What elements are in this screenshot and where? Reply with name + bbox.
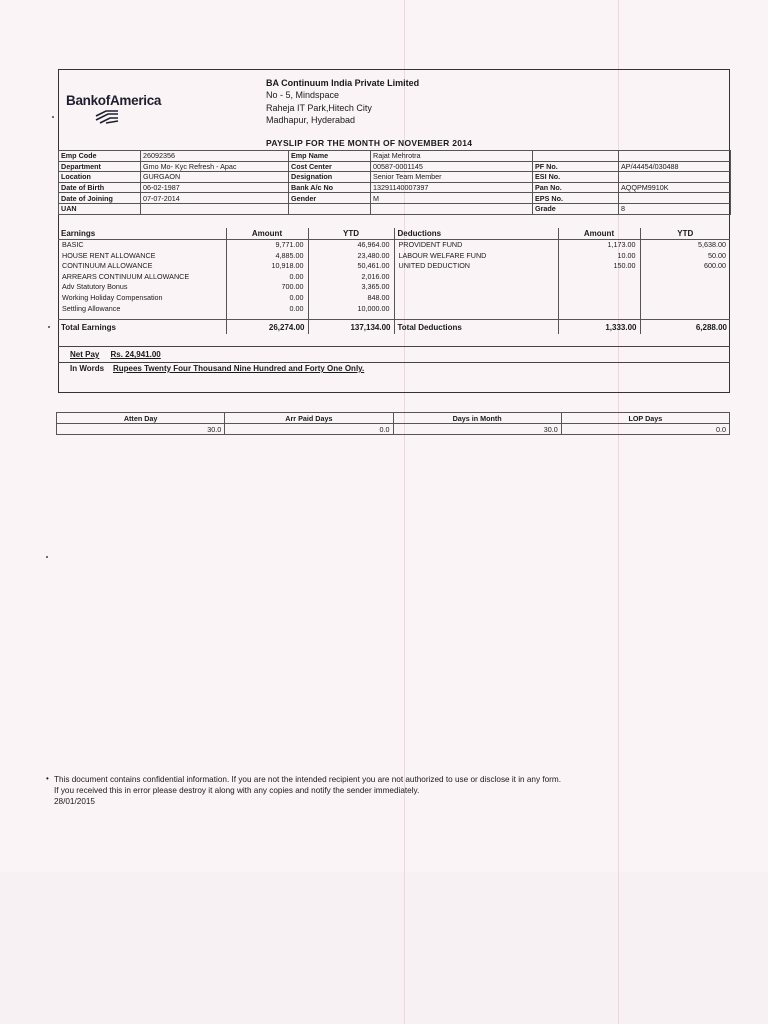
earnings-deductions-table bbox=[58, 228, 730, 334]
info-label: Department bbox=[59, 161, 141, 172]
deduction-ytd-value: 5,638.00 bbox=[698, 240, 726, 249]
employee-info-row bbox=[59, 193, 731, 204]
deduction-amount: 150.00 bbox=[613, 261, 636, 271]
attendance-value-row bbox=[57, 424, 730, 435]
info-label: Emp Name bbox=[289, 151, 371, 162]
deduction-item: UNITED DEDUCTION bbox=[398, 261, 470, 271]
earning-amounts bbox=[226, 240, 308, 320]
info-value: GURGAON bbox=[141, 172, 289, 183]
employee-info-row bbox=[59, 151, 731, 162]
deduction-ytd-value: 600.00 bbox=[704, 261, 726, 271]
earning-amount: 9,771.00 bbox=[275, 240, 304, 249]
info-label: PF No. bbox=[533, 161, 619, 172]
scan-speck bbox=[52, 116, 54, 118]
info-value bbox=[619, 151, 731, 162]
document-date: 28/01/2015 bbox=[54, 797, 95, 806]
total-deductions-ytd: 6,288.00 bbox=[640, 320, 730, 335]
in-words-label: In Words bbox=[70, 364, 105, 373]
earning-amount: 4,885.00 bbox=[275, 250, 304, 260]
info-value: 06-02-1987 bbox=[141, 182, 289, 193]
deduction-items bbox=[394, 240, 558, 320]
column-header: Amount bbox=[558, 228, 640, 240]
employee-info-table bbox=[58, 150, 731, 215]
total-earnings-amount: 26,274.00 bbox=[226, 320, 308, 335]
info-label: Pan No. bbox=[533, 182, 619, 193]
payslip-title: PAYSLIP FOR THE MONTH OF NOVEMBER 2014 bbox=[266, 138, 473, 148]
deduction-ytd bbox=[640, 240, 730, 320]
in-words bbox=[70, 364, 364, 373]
earning-item: CONTINUUM ALLOWANCE bbox=[62, 261, 153, 271]
earning-item: HOUSE RENT ALLOWANCE bbox=[62, 250, 156, 260]
deduction-item: PROVIDENT FUND bbox=[398, 240, 463, 249]
info-value: AQQPM9910K bbox=[619, 182, 731, 193]
attendance-table bbox=[56, 412, 730, 435]
days-in-month-value: 30.0 bbox=[393, 424, 561, 435]
earning-ytd-value: 46,964.00 bbox=[357, 240, 390, 249]
earning-amount: 0.00 bbox=[289, 292, 304, 302]
earning-amount: 700.00 bbox=[281, 282, 304, 292]
earning-item: ARREARS CONTINUUM ALLOWANCE bbox=[62, 271, 190, 281]
employee-info-row bbox=[59, 172, 731, 183]
earning-ytd-value: 848.00 bbox=[367, 292, 390, 302]
arr-paid-days-value: 0.0 bbox=[225, 424, 393, 435]
column-header: Days in Month bbox=[393, 413, 561, 424]
bullet-icon: • bbox=[46, 774, 49, 783]
address-line: No - 5, Mindspace bbox=[266, 90, 340, 101]
info-value bbox=[619, 193, 731, 204]
earning-amount: 0.00 bbox=[289, 303, 304, 313]
company-logo: BankofAmerica bbox=[66, 93, 162, 108]
divider bbox=[58, 362, 730, 363]
info-label bbox=[289, 203, 371, 214]
info-label: Designation bbox=[289, 172, 371, 183]
earning-ytd-value: 23,480.00 bbox=[357, 250, 390, 260]
net-pay bbox=[70, 350, 161, 359]
info-value: 07-07-2014 bbox=[141, 193, 289, 204]
info-label: Location bbox=[59, 172, 141, 183]
column-header: Earnings bbox=[58, 228, 226, 240]
deduction-item: LABOUR WELFARE FUND bbox=[398, 250, 487, 260]
column-header: Arr Paid Days bbox=[225, 413, 393, 424]
earning-amount: 10,918.00 bbox=[271, 261, 304, 271]
info-label bbox=[533, 151, 619, 162]
column-header: LOP Days bbox=[561, 413, 729, 424]
earning-ytd-value: 10,000.00 bbox=[357, 303, 390, 313]
info-value: 26092356 bbox=[141, 151, 289, 162]
earning-amount: 0.00 bbox=[289, 271, 304, 281]
earnings-header-row bbox=[58, 228, 730, 240]
company-address-block bbox=[266, 77, 419, 126]
info-value bbox=[371, 203, 533, 214]
employee-info-row bbox=[59, 161, 731, 172]
info-label: Bank A/c No bbox=[289, 182, 371, 193]
earning-ytd bbox=[308, 240, 394, 320]
deduction-amount: 1,173.00 bbox=[607, 240, 636, 249]
notice-line: If you received this in error please destroy it along with any copies and notify the sender immediately. bbox=[54, 786, 420, 795]
total-deductions-amount: 1,333.00 bbox=[558, 320, 640, 335]
scan-speck bbox=[46, 556, 48, 558]
net-pay-label: Net Pay bbox=[70, 350, 100, 359]
info-label: EPS No. bbox=[533, 193, 619, 204]
earning-ytd-value: 2,016.00 bbox=[361, 271, 390, 281]
info-value: 8 bbox=[619, 203, 731, 214]
info-value: M bbox=[371, 193, 533, 204]
employee-info-row bbox=[59, 203, 731, 214]
info-value bbox=[141, 203, 289, 214]
earning-item: Adv Statutory Bonus bbox=[62, 282, 128, 292]
bank-of-america-flag-icon bbox=[94, 110, 120, 124]
info-value: 00587-0001145 bbox=[371, 161, 533, 172]
total-earnings-label: Total Earnings bbox=[58, 320, 226, 335]
info-label: Date of Birth bbox=[59, 182, 141, 193]
divider bbox=[58, 346, 730, 347]
confidentiality-notice bbox=[54, 774, 561, 807]
earning-ytd-value: 50,461.00 bbox=[357, 261, 390, 271]
column-header: Atten Day bbox=[57, 413, 225, 424]
totals-row bbox=[58, 320, 730, 335]
earnings-body bbox=[58, 240, 730, 320]
deduction-amounts bbox=[558, 240, 640, 320]
earning-item: Working Holiday Compensation bbox=[62, 292, 163, 302]
earning-ytd-value: 3,365.00 bbox=[361, 282, 390, 292]
lop-days-value: 0.0 bbox=[561, 424, 729, 435]
info-label: Date of Joining bbox=[59, 193, 141, 204]
info-label: ESI No. bbox=[533, 172, 619, 183]
in-words-value: Rupees Twenty Four Thousand Nine Hundred and Forty One Only. bbox=[112, 364, 365, 373]
total-earnings-ytd: 137,134.00 bbox=[308, 320, 394, 335]
net-pay-value: Rs. 24,941.00 bbox=[110, 350, 161, 359]
column-header: Deductions bbox=[394, 228, 558, 240]
scan-speck bbox=[48, 326, 50, 328]
total-deductions-label: Total Deductions bbox=[394, 320, 558, 335]
address-line: Raheja IT Park,Hitech City bbox=[266, 102, 372, 113]
column-header: YTD bbox=[640, 228, 730, 240]
earning-item: BASIC bbox=[62, 240, 84, 249]
info-value: Gmo Mo- Kyc Refresh - Apac bbox=[141, 161, 289, 172]
earning-item: Settling Allowance bbox=[62, 303, 121, 313]
atten-day-value: 30.0 bbox=[57, 424, 225, 435]
info-value: AP/44454/030488 bbox=[619, 161, 731, 172]
earning-items bbox=[58, 240, 226, 320]
info-value bbox=[619, 172, 731, 183]
info-label: Emp Code bbox=[59, 151, 141, 162]
deduction-ytd-value: 50.00 bbox=[708, 250, 726, 260]
info-label: Grade bbox=[533, 203, 619, 214]
employee-info-row bbox=[59, 182, 731, 193]
attendance-header-row bbox=[57, 413, 730, 424]
notice-line: This document contains confidential information. If you are not the intended recipient you are not authorized to use or disclose it in any form. bbox=[54, 775, 562, 784]
deduction-amount: 10.00 bbox=[617, 250, 636, 260]
info-label: Gender bbox=[289, 193, 371, 204]
info-value: Rajat Mehrotra bbox=[371, 151, 533, 162]
column-header: Amount bbox=[226, 228, 308, 240]
info-value: 13291140007397 bbox=[371, 182, 533, 193]
info-label: Cost Center bbox=[289, 161, 371, 172]
column-header: YTD bbox=[308, 228, 394, 240]
address-line: Madhapur, Hyderabad bbox=[266, 114, 356, 125]
company-name: BA Continuum India Private Limited bbox=[266, 78, 420, 88]
info-label: UAN bbox=[59, 203, 141, 214]
info-value: Senior Team Member bbox=[371, 172, 533, 183]
